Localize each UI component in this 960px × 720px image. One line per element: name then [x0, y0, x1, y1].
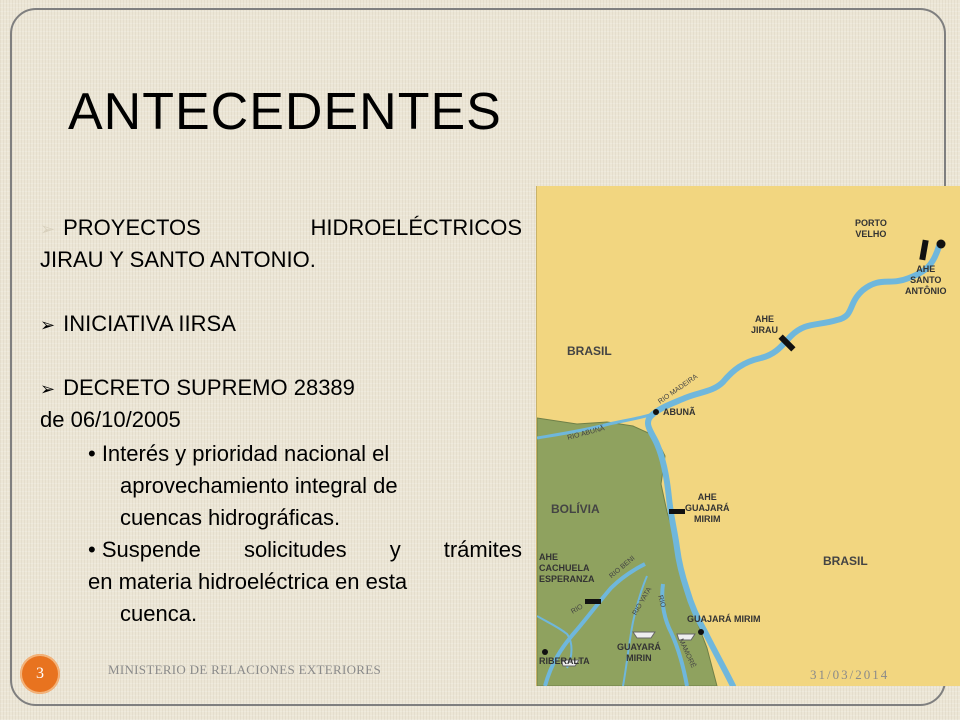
- sub-bullet-text: solicitudes: [243, 537, 347, 562]
- sub-bullet-text: y: [389, 537, 401, 562]
- label-rio-tributary: RIO: [570, 603, 585, 616]
- bullet-text: PROYECTOS: [63, 215, 201, 240]
- sub-bullet-text: cuenca.: [120, 601, 198, 626]
- bullet-text: DECRETO SUPREMO 28389: [63, 375, 355, 400]
- arrow-bullet-icon: ➢: [40, 219, 56, 239]
- dam-marker-guajara: [669, 509, 685, 514]
- label-ahe-cachuela-esperanza: AHE CACHUELA ESPERANZA: [539, 552, 595, 584]
- label-ahe-guajara-mirim: AHE GUAJARÁ MIRIM: [685, 492, 730, 524]
- arrow-bullet-icon: ➢: [40, 315, 56, 335]
- label-bolivia: BOLÍVIA: [551, 502, 600, 516]
- label-rio-beni: RIO BENI: [608, 554, 637, 581]
- arrow-bullet-icon: ➢: [40, 379, 56, 399]
- dam-marker-cachuela: [585, 599, 601, 604]
- bullet-item-iirsa: [40, 308, 236, 341]
- bullet-item-proyectos: [40, 212, 522, 245]
- label-riberalta: RIBERALTA: [539, 656, 590, 666]
- city-dot-guajara-mirim: [698, 629, 704, 635]
- sub-bullet-text: en materia hidroeléctrica en esta: [88, 569, 408, 594]
- city-dot-riberalta: [542, 649, 548, 655]
- slide-title: ANTECEDENTES: [68, 83, 502, 141]
- slide-date: 31/03/2014: [810, 667, 890, 682]
- page-number-badge: 3: [20, 654, 60, 694]
- bullet-item-decreto: [40, 372, 355, 405]
- bullet-text: INICIATIVA IIRSA: [63, 311, 236, 336]
- label-abuna: ABUNÃ: [663, 407, 696, 417]
- label-rio-mamore-top: RIO: [656, 594, 667, 609]
- label-brasil-bottom: BRASIL: [823, 554, 868, 568]
- label-porto-velho: PORTO VELHO: [855, 218, 887, 239]
- label-rio-mamore: MAMORÉ: [676, 637, 697, 670]
- city-dot-abuna: [653, 409, 659, 415]
- bullet-text: HIDROELÉCTRICOS: [310, 215, 522, 240]
- map-drawing: [537, 186, 960, 686]
- sub-bullet-text: • Interés y prioridad nacional el: [88, 441, 390, 466]
- sub-bullet-text: • Suspende: [88, 537, 201, 562]
- bullet-text: de 06/10/2005: [40, 407, 181, 432]
- label-rio-madeira: RIO MADEIRA: [657, 373, 700, 406]
- dam-marker-santo-antonio: [919, 240, 928, 261]
- sub-bullet-text: cuencas hidrográficas.: [120, 505, 341, 530]
- bullet-text: JIRAU Y SANTO ANTONIO.: [40, 247, 316, 272]
- label-ahe-santo-antonio: AHE SANTO ANTÔNIO: [905, 264, 947, 296]
- label-rio-abuna: RIO ABUNÃ: [566, 425, 606, 442]
- city-dot-porto-velho: [937, 240, 946, 249]
- sub-bullet-item: [88, 534, 522, 566]
- river-map: [536, 186, 960, 686]
- label-brasil-top: BRASIL: [567, 344, 612, 358]
- sub-bullet-text: trámites: [443, 537, 522, 562]
- footer-text: MINISTERIO DE RELACIONES EXTERIORES: [108, 662, 382, 677]
- sub-bullet-text: aprovechamiento integral de: [120, 473, 398, 498]
- label-guajara-mirim: GUAJARÁ MIRIM: [687, 614, 761, 624]
- label-rio-yata: RIO YATA: [631, 586, 654, 617]
- label-guayara-mirin: GUAYARÁ MIRIN: [617, 642, 661, 663]
- label-ahe-jirau: AHE JIRAU: [751, 314, 779, 335]
